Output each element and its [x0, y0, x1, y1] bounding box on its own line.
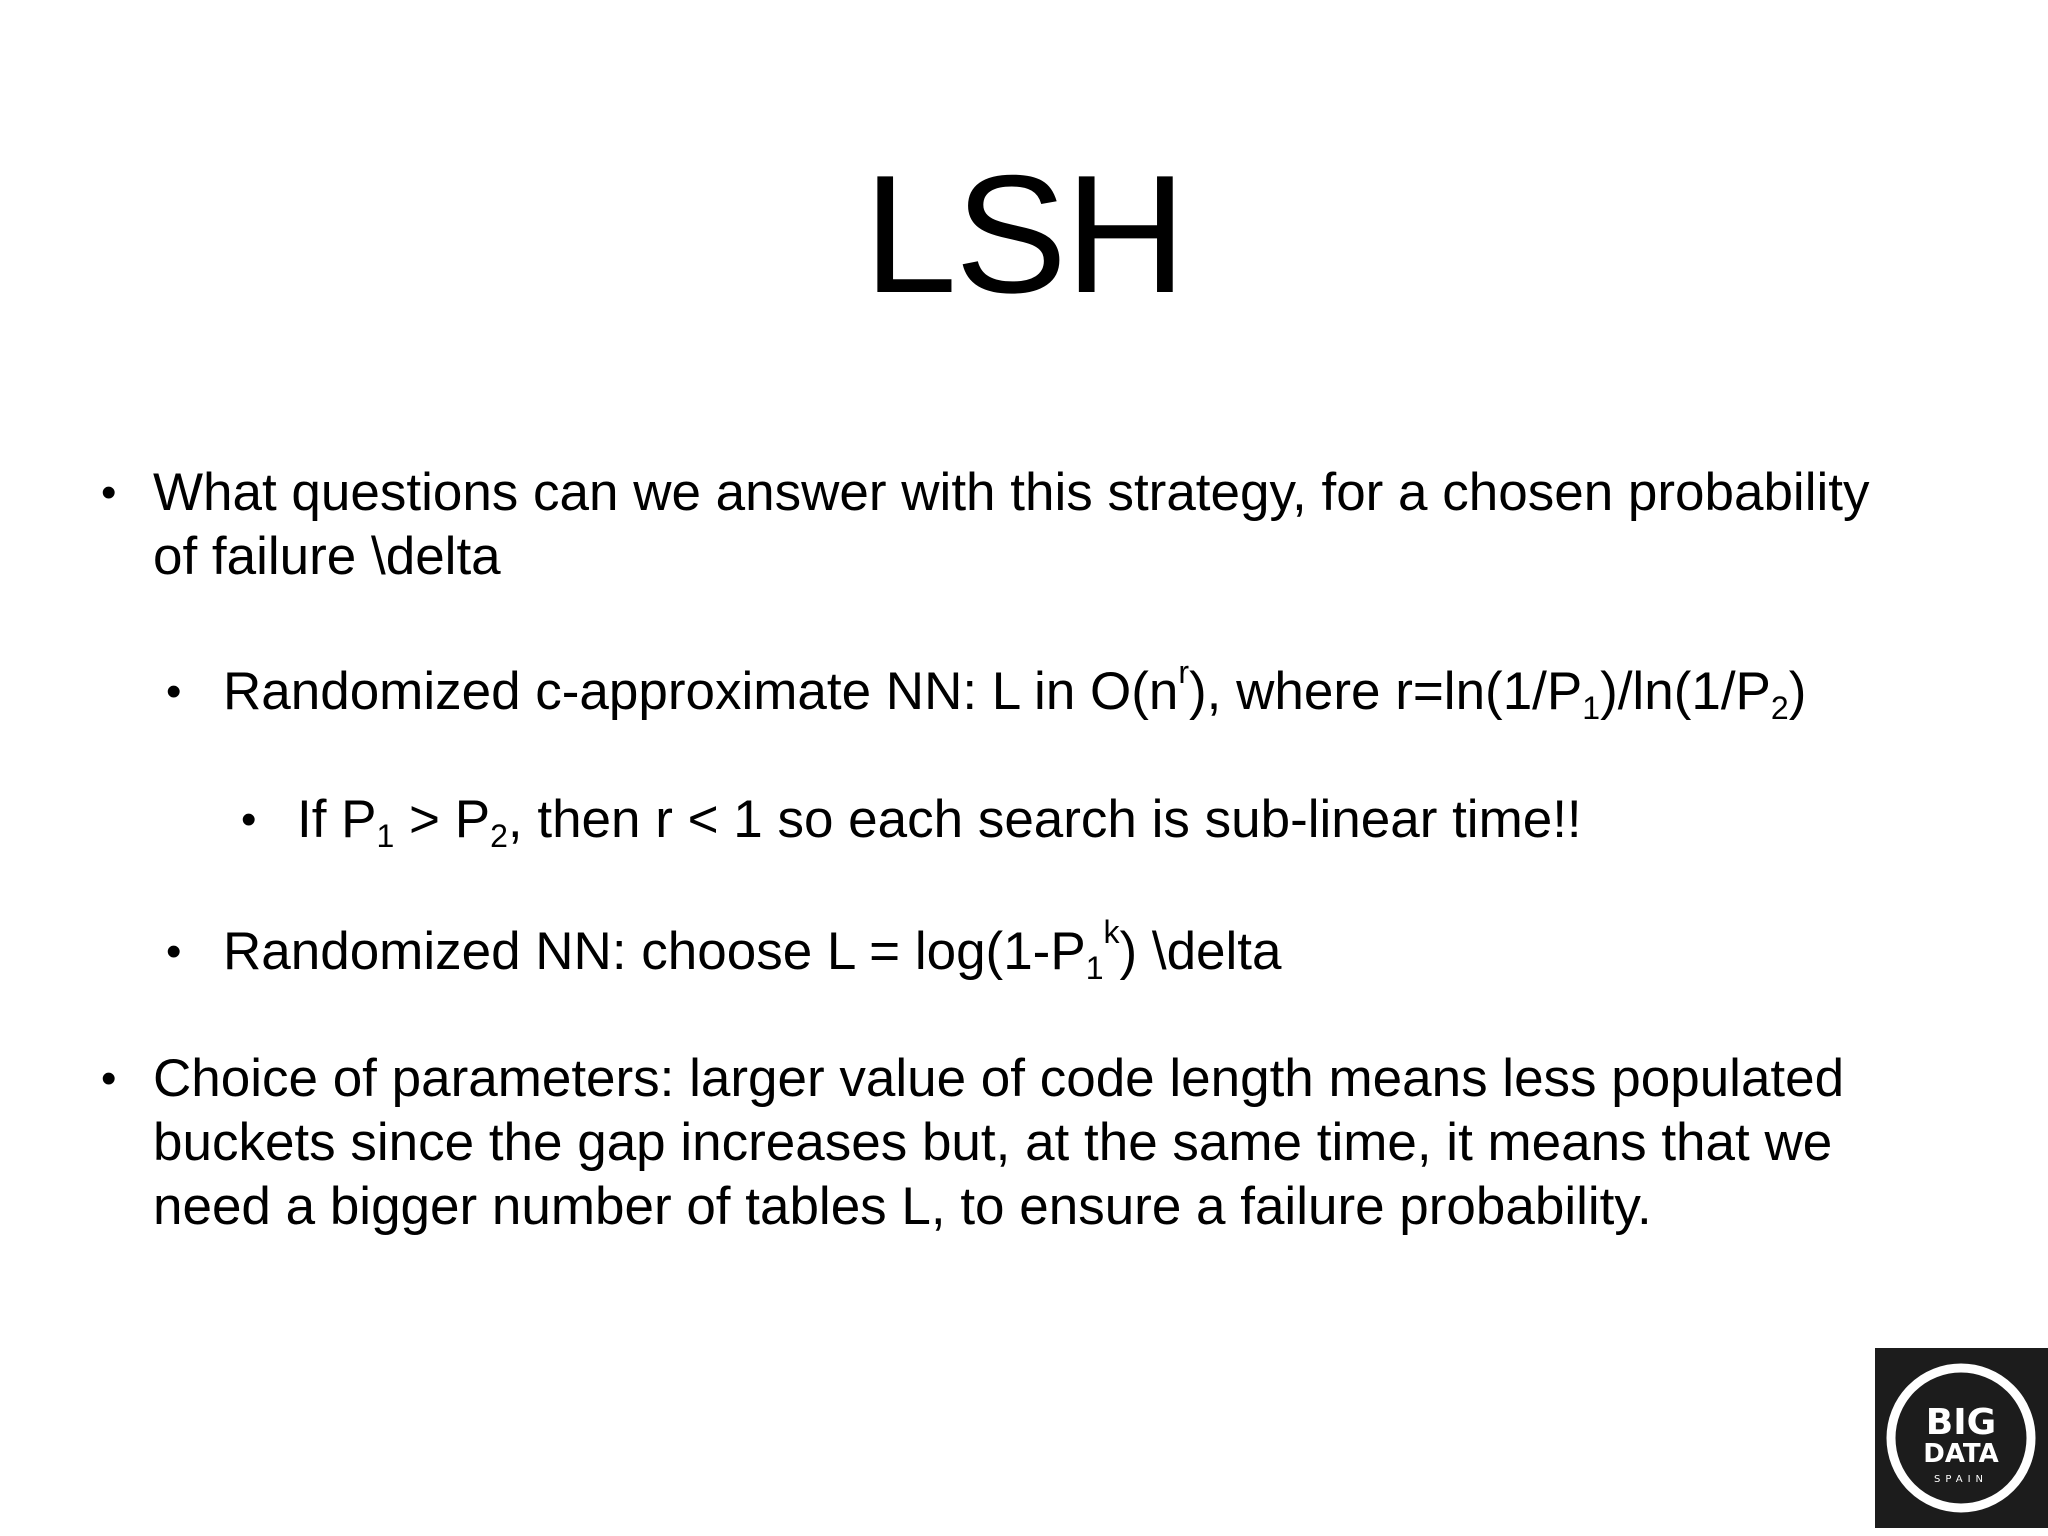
logo-line-spain: SPAIN: [1933, 1474, 1989, 1485]
bullet-text: Choice of parameters: larger value of code length means less populated buckets since the gap increases but, at the same time, it means that we need a bigger number of tables L, to ensure a failure probability.: [153, 1049, 1845, 1236]
text-part: ) \delta: [1119, 922, 1282, 981]
logo-badge-icon: [1875, 1348, 2048, 1528]
subscript: 1: [376, 818, 395, 854]
text-part: )/ln(1/P: [1600, 662, 1771, 721]
bullet-questions: [101, 461, 1893, 589]
subscript: 2: [1770, 690, 1789, 726]
text-part: > P: [394, 790, 491, 849]
big-data-spain-logo: [1875, 1348, 2048, 1528]
logo-line-data: DATA: [1923, 1439, 1999, 1469]
text-part: , then r < 1 so each search is sub-linear time!!: [507, 790, 1582, 849]
logo-line-big: BIG: [1925, 1402, 1997, 1443]
subscript: 1: [1085, 950, 1104, 986]
bullet-dot: •: [101, 468, 117, 517]
text-part: ): [1788, 662, 1807, 721]
bullet-text: What questions can we answer with this strategy, for a chosen probability of failure \delta: [153, 463, 1870, 586]
superscript: r: [1178, 654, 1190, 690]
bullet-dot: •: [241, 795, 257, 844]
bullet-dot: •: [166, 667, 182, 716]
bullet-dot: •: [101, 1054, 117, 1103]
text-part: Randomized NN: choose L = log(1-P: [223, 922, 1086, 981]
text-part: Randomized c-approximate NN: L in O(n: [223, 662, 1179, 721]
bullet-randomized-nn: [166, 914, 1923, 986]
bullet-dot: •: [166, 927, 182, 976]
text-part: If P: [297, 790, 377, 849]
slide-title: LSH: [863, 140, 1185, 328]
bullet-parameters: [101, 1047, 1893, 1239]
subscript: 2: [490, 818, 508, 854]
text-part: ), where r=ln(1/P: [1189, 662, 1583, 721]
bullet-sublinear: [241, 788, 1997, 854]
bullet-c-approximate-nn: [166, 654, 1983, 726]
subscript: 1: [1582, 690, 1601, 726]
superscript: k: [1103, 914, 1120, 950]
